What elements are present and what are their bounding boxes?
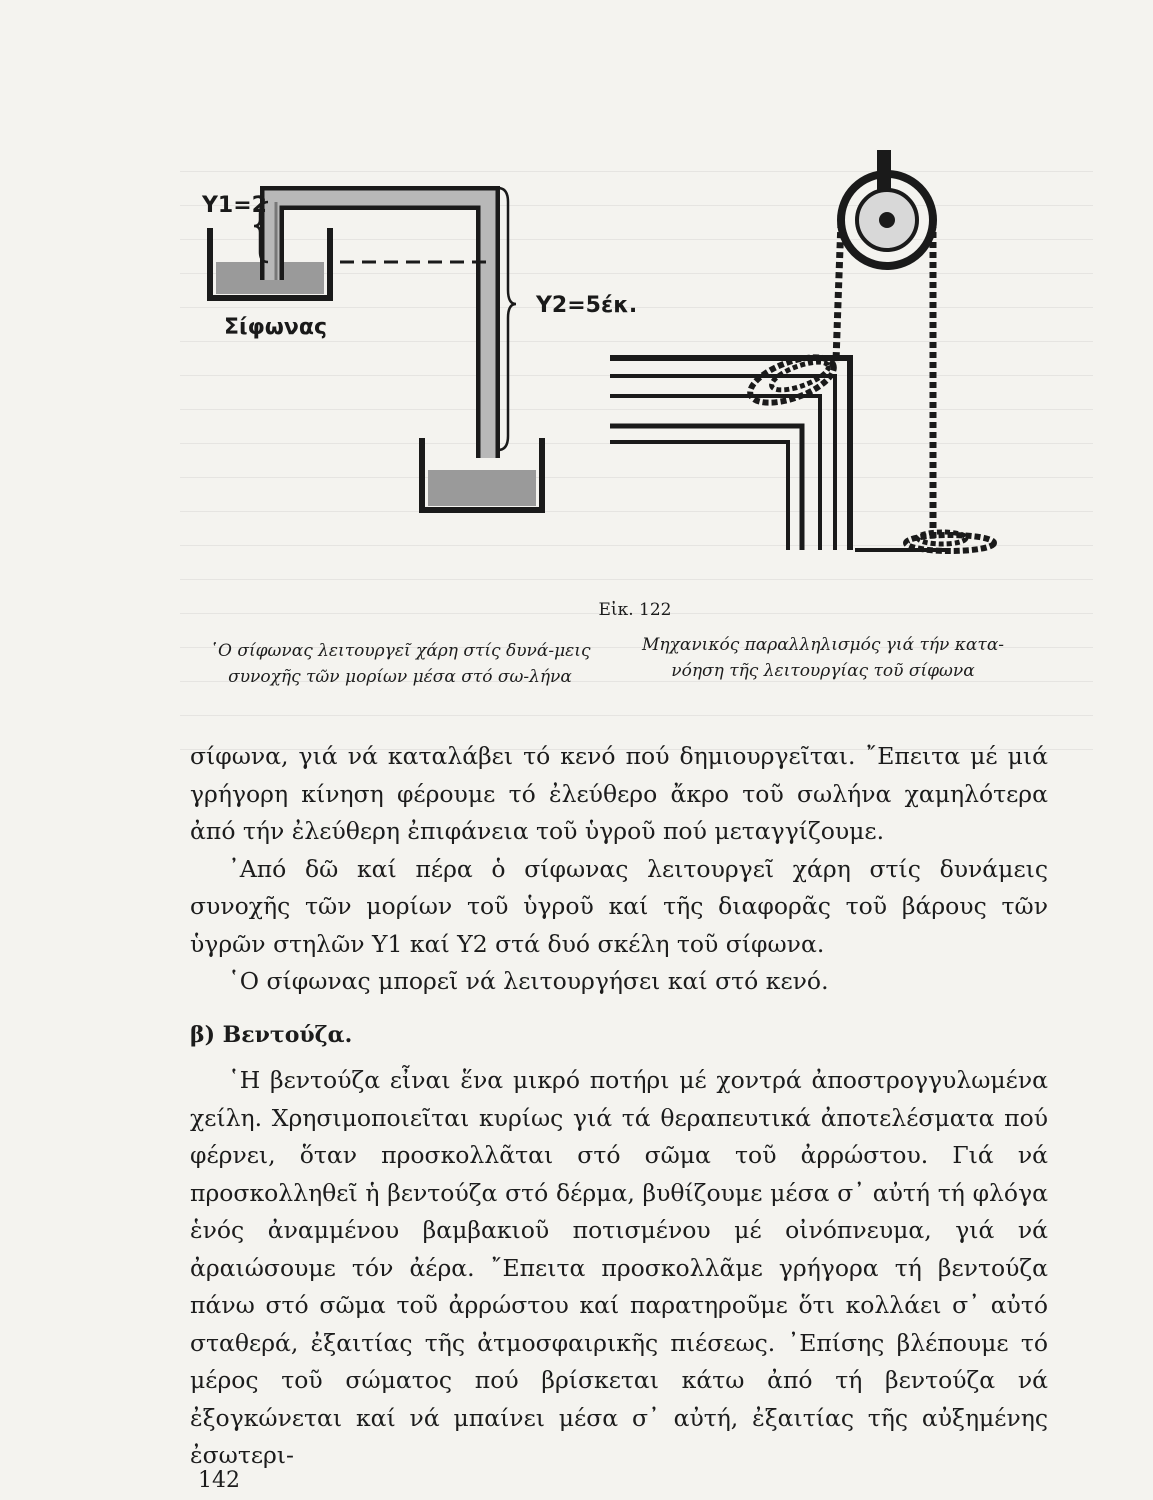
chain-pulley-diagram bbox=[610, 150, 994, 551]
figure-caption-right: Μηχανικός παραλληλισμός γιά τήν κατα-νόηση τῆς λειτουργίας τοῦ σίφωνα bbox=[641, 635, 1005, 681]
label-y1: Y1=2 bbox=[202, 193, 267, 218]
figure-number: Εἰκ. 122 bbox=[598, 600, 672, 620]
section-heading: β) Βεντούζα. bbox=[190, 1021, 353, 1048]
paragraph: ᾿Από δῶ καί πέρα ὁ σίφωνας λειτουργεῖ χάρη στίς δυνάμεις συνοχῆς τῶν μορίων τοῦ ὑγροῦ καί τῆς διαφορᾶς τοῦ βάρους τῶν ὑγρῶν στηλῶν Υ1 καί Υ2 στά δυό σκέλη τοῦ σίφωνα. bbox=[190, 854, 1048, 958]
figure-illustration bbox=[190, 140, 1050, 600]
page-number: 142 bbox=[198, 1468, 240, 1493]
label-siphon: Σίφωνας bbox=[224, 315, 328, 340]
paragraph: σίφωνα, γιά νά καταλάβει τό κενό πού δημιουργεῖται. ῎Επειτα μέ μιά γρήγορη κίνηση φέρουμε τό ἐλεύθερο ἄκρο τοῦ σωλήνα χαμηλότερα ἀπό τήν ἐλεύθερη ἐπιφάνεια τοῦ ὑγροῦ πού μεταγγίζουμε. bbox=[190, 742, 1048, 845]
figure-caption-left: ῾Ο σίφωνας λειτουργεῖ χάρη στίς δυνά-μεις συνοχῆς τῶν μορίων μέσα στό σω-λήνα bbox=[209, 641, 591, 687]
paragraph: ῾Η βεντούζα εἶναι ἕνα μικρό ποτήρι μέ χοντρά ἀποστρογγυλωμένα χείλη. Χρησιμοποιεῖται κυρίως γιά τά θεραπευτικά ἀποτελέσματα πού φέρνει, ὅταν προσκολλᾶται στό σῶμα τοῦ ἀρρώστου. Γιά νά προσκολληθεῖ ἡ βεντούζα στό δέρμα, βυθίζουμε μέσα σ᾿ αὐτή τή φλόγα ἑνός ἀναμμένου βαμβακιοῦ ποτισμένου μέ οἰνόπνευμα, γιά νά ἀραιώσουμε τόν ἀέρα. ῎Επειτα προσκολλᾶμε γρήγορα τή βεντούζα πάνω στό σῶμα τοῦ ἀρρώστου καί παρατηροῦμε ὅτι κολλάει σ᾿ αὐτό σταθερά, ἐξαιτίας τῆς ἀτμοσφαιρικῆς πιέσεως. ᾿Επίσης βλέπουμε τό μέρος τοῦ σώματος πού βρίσκεται κάτω ἀπό τή βεντούζα νά ἐξογκώνεται καί νά μπαίνει μέσα σ᾿ αὐτή, ἐξαιτίας τῆς αὐξημένης ἐσωτερι- bbox=[190, 1066, 1048, 1469]
label-y2: Y2=5έκ. bbox=[536, 293, 638, 318]
paragraph: ῾Ο σίφωνας μπορεῖ νά λειτουργήσει καί στό κενό. bbox=[228, 967, 829, 995]
body-text bbox=[190, 738, 1048, 1475]
y2-brace bbox=[498, 188, 516, 450]
